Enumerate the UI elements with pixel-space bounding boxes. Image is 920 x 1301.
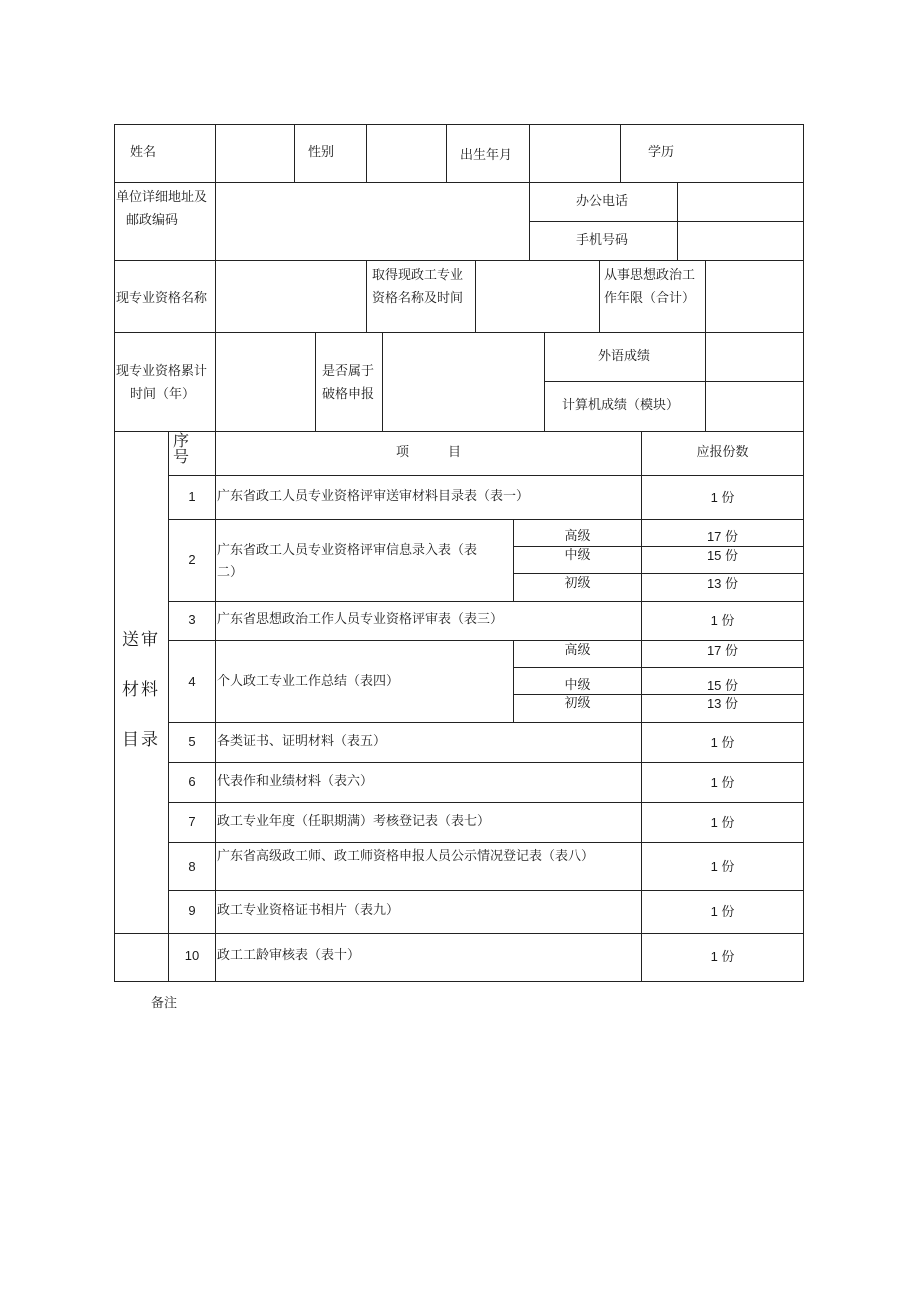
row-item: 个人政工专业工作总结（表四）: [217, 674, 400, 689]
row-divider: [168, 762, 804, 763]
section-label-line2: 材料: [122, 680, 160, 700]
row-divider: [544, 381, 804, 382]
col-divider: [446, 124, 447, 182]
level-copies: 13 份: [706, 696, 739, 711]
years-line2: 作年限（合计）: [604, 291, 696, 306]
row-divider: [168, 802, 804, 803]
row-item: 代表作和业绩材料（表六）: [217, 774, 374, 789]
row-divider: [114, 431, 804, 432]
row-seq: 9: [188, 903, 196, 918]
years-line1: 从事思想政治工: [604, 268, 696, 283]
gender-label: 性别: [308, 145, 335, 160]
col-divider: [315, 332, 316, 431]
political-title-line2: 资格名称及时间: [372, 291, 464, 306]
row-item: 广东省政工人员专业资格评审送审材料目录表（表一）: [217, 489, 530, 504]
row-divider: [168, 842, 804, 843]
row-divider: [529, 221, 804, 222]
cumulative-label-line2: 时间（年）: [130, 387, 196, 402]
row-seq: 6: [188, 774, 196, 789]
row-item-line1: 广东省政工人员专业资格评审信息录入表（表: [217, 543, 478, 558]
col-divider: [529, 182, 530, 260]
address-label-line1: 单位详细地址及: [116, 190, 208, 205]
table-border-top: [114, 124, 804, 125]
row-seq: 4: [188, 674, 196, 689]
row-seq: 3: [188, 612, 196, 627]
exceptional-label-line2: 破格申报: [322, 387, 375, 402]
row-item-line2: 二）: [217, 565, 244, 580]
table-border-bottom: [114, 981, 804, 982]
section-label-line1: 送审: [122, 630, 160, 650]
row-seq: 8: [188, 859, 196, 874]
remarks-label: 备注: [151, 996, 178, 1011]
col-divider: [215, 182, 216, 260]
name-label: 姓名: [130, 145, 157, 160]
cumulative-label-line1: 现专业资格累计: [116, 364, 208, 379]
address-label-line2: 邮政编码: [126, 213, 179, 228]
section-label-line3: 目录: [122, 730, 160, 750]
copies-header: 应报份数: [696, 445, 749, 460]
row-seq: 10: [184, 948, 200, 963]
computer-score-label: 计算机成绩（模块）: [562, 398, 680, 413]
birth-label: 出生年月: [460, 148, 513, 163]
col-divider: [294, 124, 295, 182]
col-divider: [366, 124, 367, 182]
row-copies: 1 份: [710, 904, 735, 919]
row-item: 政工专业年度（任职期满）考核登记表（表七）: [217, 814, 491, 829]
row-copies: 1 份: [710, 859, 735, 874]
level-label: 高级: [564, 643, 591, 658]
col-divider: [215, 332, 216, 431]
level-label: 中级: [564, 678, 591, 693]
row-item: 广东省高级政工师、政工师资格申报人员公示情况登记表（表八）: [217, 849, 595, 864]
col-divider: [544, 332, 545, 431]
row-copies: 1 份: [710, 949, 735, 964]
office-phone-label: 办公电话: [576, 194, 629, 209]
seq-header-line2: 号: [173, 447, 190, 466]
row-divider: [168, 601, 804, 602]
level-copies: 15 份: [706, 548, 739, 563]
mobile-label: 手机号码: [576, 233, 629, 248]
item-header: 项 目: [395, 445, 461, 460]
col-divider: [215, 431, 216, 982]
table-border-left: [114, 124, 115, 982]
seq-header-line1: 序: [173, 431, 190, 450]
row-divider: [168, 722, 804, 723]
row-item: 政工工龄审核表（表十）: [217, 948, 361, 963]
col-divider: [620, 124, 621, 182]
col-divider: [599, 260, 600, 332]
current-title-label: 现专业资格名称: [116, 291, 208, 306]
col-divider: [529, 124, 530, 182]
col-divider: [366, 260, 367, 332]
foreign-language-label: 外语成绩: [598, 349, 651, 364]
level-label: 中级: [564, 548, 591, 563]
row-copies: 1 份: [710, 815, 735, 830]
col-divider: [215, 260, 216, 332]
row-copies: 1 份: [710, 613, 735, 628]
row-item: 各类证书、证明材料（表五）: [217, 734, 387, 749]
row-seq: 1: [188, 489, 196, 504]
level-copies: 17 份: [706, 643, 739, 658]
row-item: 政工专业资格证书相片（表九）: [217, 903, 400, 918]
education-label: 学历: [648, 145, 675, 160]
row-divider: [114, 933, 804, 934]
row-copies: 1 份: [710, 775, 735, 790]
level-copies: 13 份: [706, 576, 739, 591]
row-divider: [114, 260, 804, 261]
col-divider: [382, 332, 383, 431]
col-divider: [705, 260, 706, 332]
row-divider: [513, 667, 804, 668]
row-divider: [168, 475, 804, 476]
row-divider: [168, 519, 804, 520]
col-divider: [215, 124, 216, 182]
row-seq: 5: [188, 734, 196, 749]
exceptional-label-line1: 是否属于: [322, 364, 375, 379]
col-divider: [677, 182, 678, 260]
table-border-right: [803, 124, 804, 982]
row-divider: [168, 890, 804, 891]
col-divider: [475, 260, 476, 332]
row-seq: 2: [188, 552, 196, 567]
row-seq: 7: [188, 814, 196, 829]
row-item: 广东省思想政治工作人员专业资格评审表（表三）: [217, 612, 504, 627]
political-title-line1: 取得现政工专业: [372, 268, 464, 283]
row-divider: [114, 182, 804, 183]
col-divider: [705, 332, 706, 431]
row-copies: 1 份: [710, 490, 735, 505]
level-label: 高级: [564, 529, 591, 544]
level-copies: 15 份: [706, 678, 739, 693]
level-label: 初级: [564, 696, 591, 711]
row-divider: [114, 332, 804, 333]
level-copies: 17 份: [706, 529, 739, 544]
level-label: 初级: [564, 576, 591, 591]
row-copies: 1 份: [710, 735, 735, 750]
